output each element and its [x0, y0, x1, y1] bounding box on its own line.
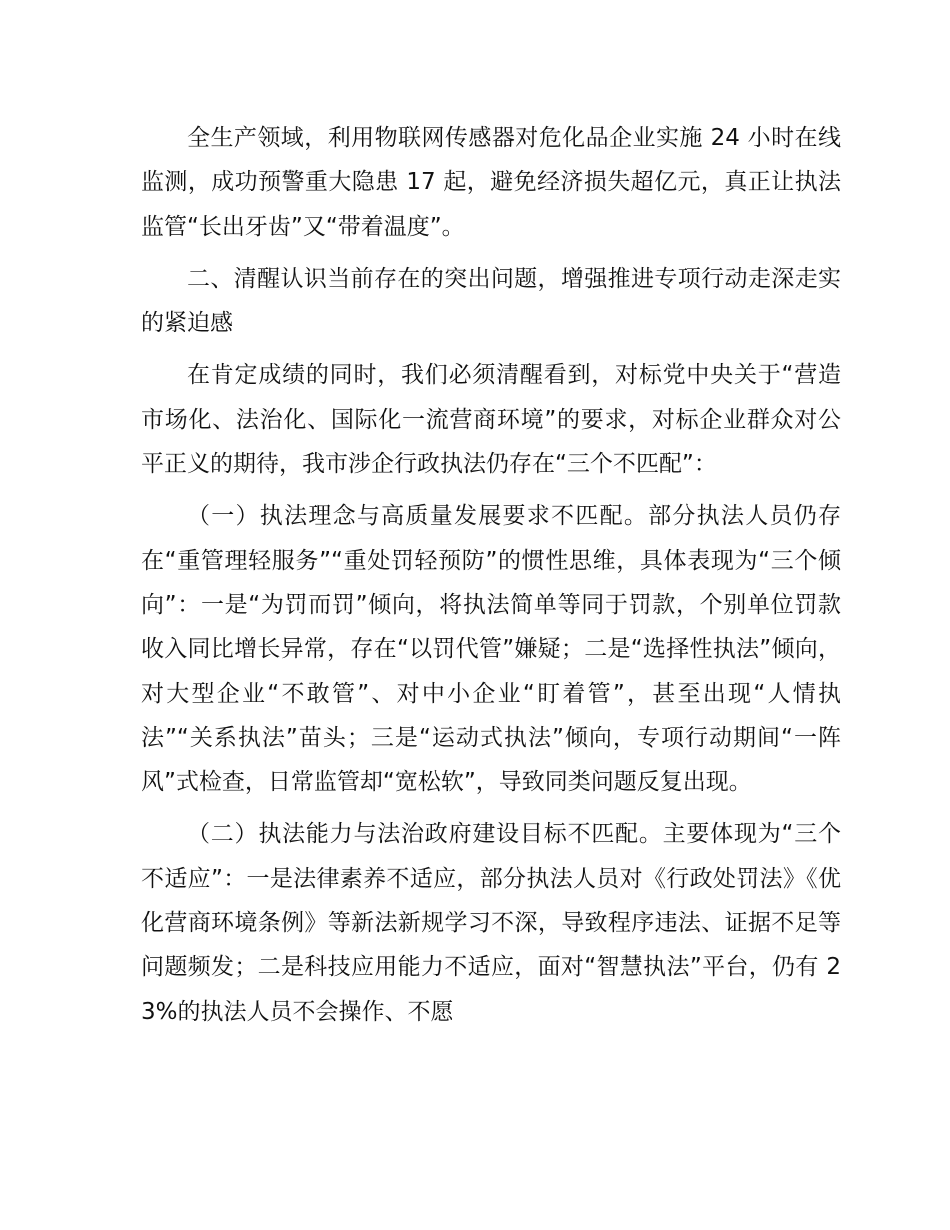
paragraph-three-mismatches: 在肯定成绩的同时，我们必须清醒看到，对标党中央关于“营造市场化、法治化、国际化一流营商环境”的要求，对标企业群众对公平正义的期待，我市涉企行政执法仍存在“三个不匹配”：: [141, 362, 841, 478]
paragraph-safety-monitoring: 全生产领域，利用物联网传感器对危化品企业实施 24 小时在线监测，成功预警重大隐患 17 起，避免经济损失超亿元，真正让执法监管“长出牙齿”又“带着温度”。: [141, 125, 841, 240]
paragraph-enforcement-capability: （二）执法能力与法治政府建设目标不匹配。主要体现为“三个不适应”：一是法律素养不适应，部分执法人员对《行政处罚法》《优化营商环境条例》等新法新规学习不深，导致程序违法、证据不足等问题频发；二是科技应用能力不适应，面对“智慧执法”平台，仍有 23%的执法人员不会操作、不愿: [141, 821, 841, 1025]
paragraph-enforcement-concept: （一）执法理念与高质量发展要求不匹配。部分执法人员仍存在“重管理轻服务”“重处罚轻预防”的惯性思维，具体表现为“三个倾向”：一是“为罚而罚”倾向，将执法简单等同于罚款，个别单位罚款收入同比增长异常，存在“以罚代管”嫌疑；二是“选择性执法”倾向，对大型企业“不敢管”、对中小企业“盯着管”，甚至出现“人情执法”“关系执法”苗头；三是“运动式执法”倾向，专项行动期间“一阵风”式检查，日常监管却“宽松软”，导致同类问题反复出现。: [141, 503, 841, 796]
document-body: [141, 116, 841, 1042]
section-heading-two: 二、清醒认识当前存在的突出问题，增强推进专项行动走深走实的紧迫感: [141, 265, 841, 337]
